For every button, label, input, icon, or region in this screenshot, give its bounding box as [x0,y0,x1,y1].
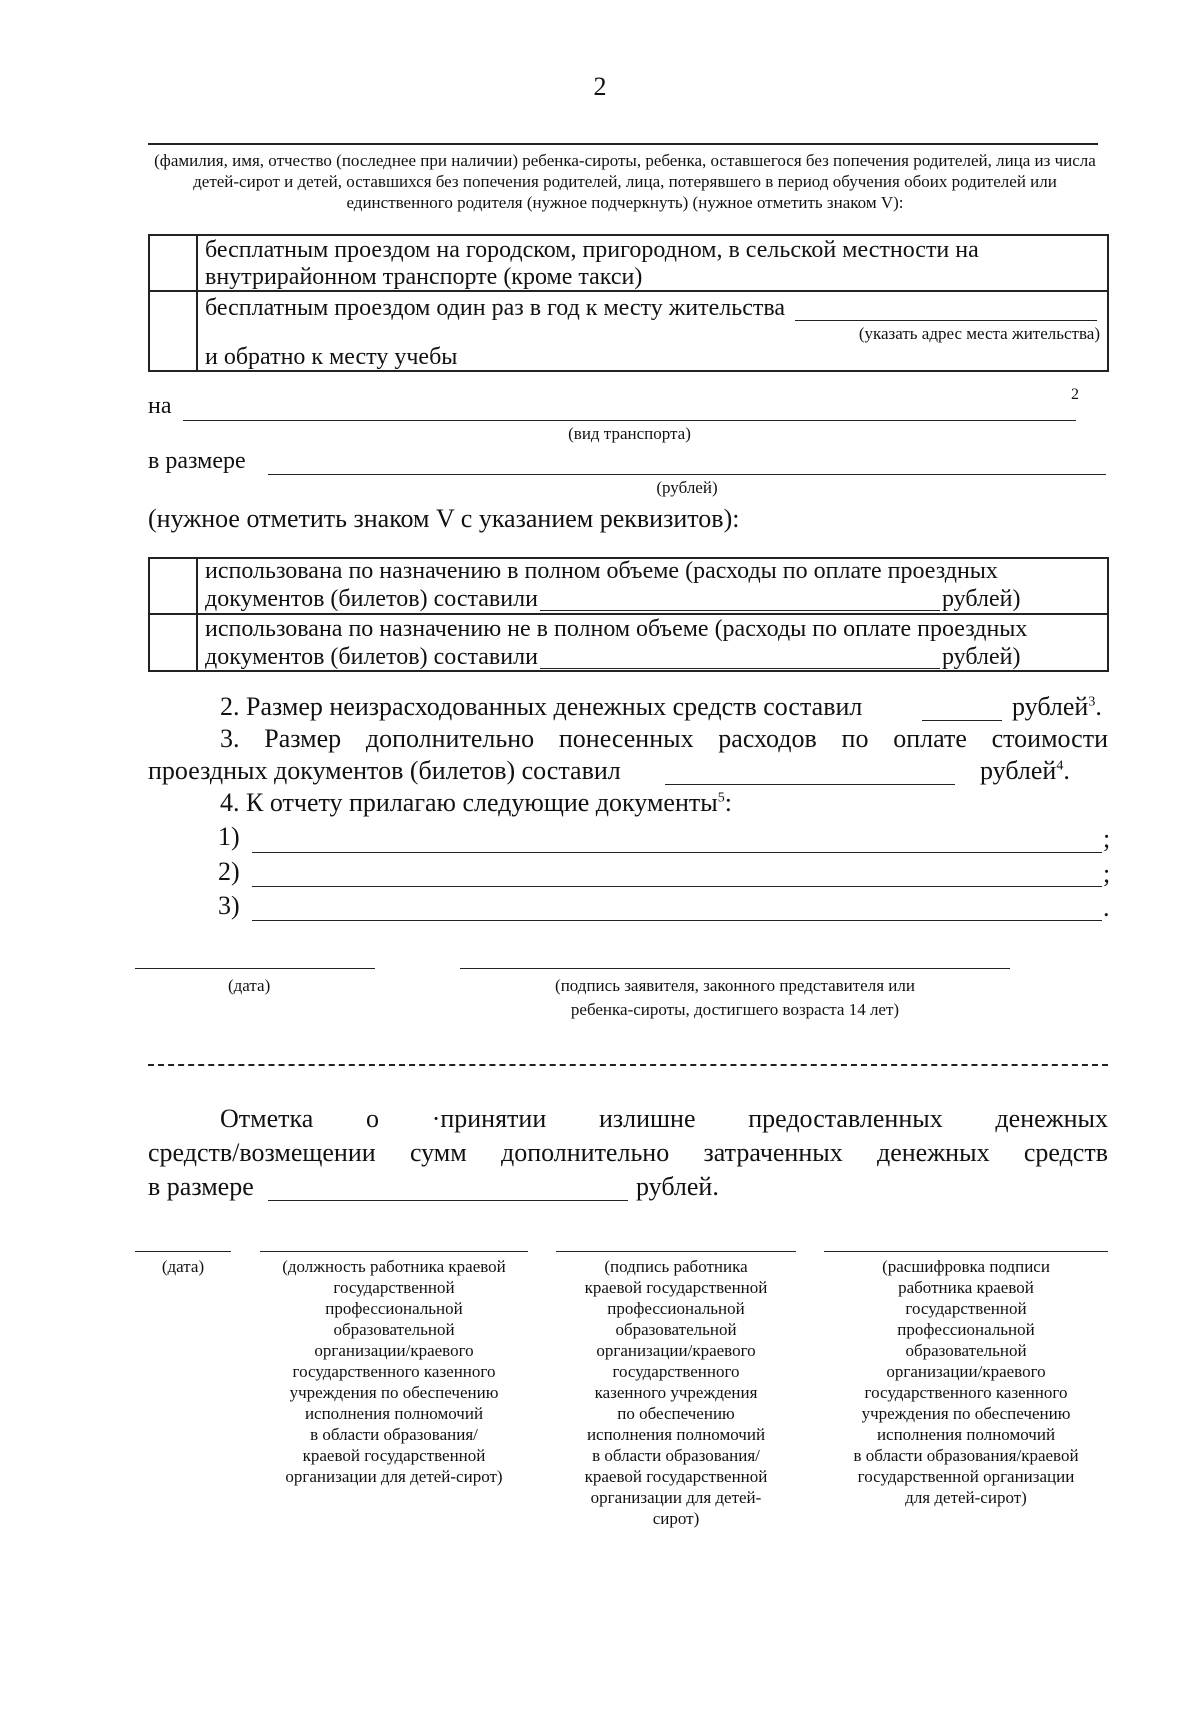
transport-prefix: на [148,393,172,419]
unspent-amount-line[interactable] [922,720,1002,721]
date-caption: (дата) [228,976,271,995]
additional-expenses-line[interactable] [665,784,955,785]
signature-caption-line: образовательной [615,1320,737,1339]
acc1-w2: ·принятии [431,1104,547,1133]
table1-col-divider [196,234,198,372]
decoding-caption-line: государственной организации [857,1467,1075,1486]
child-name-caption: (фамилия, имя, отчество (последнее при наличии) ребенка-сироты, ребенка, оставшегося без попечения родителей, лица из числа детей-сирот и детей, оставшихся без попечения родителей, лица, потерявшего в период обучения обоих родителей или единственного родителя (нужное подчеркнуть) (нужное отметить знаком V): [154,151,1096,212]
doc-num-3: 3) [218,891,240,920]
table1-row1-line1: бесплатным проездом на городском, пригородном, в сельской местности на [205,237,979,263]
bottom-signature-line[interactable] [556,1251,796,1252]
signature-caption-line: краевой государственной [584,1278,768,1297]
item2-text: 2. Размер неизрасходованных денежных средств составил [220,692,863,721]
acc2-w3: затраченных [703,1138,843,1167]
table2-row2-prefix: документов (билетов) составили [205,644,538,670]
position-caption-line: образовательной [333,1320,455,1339]
doc-line-3[interactable] [252,920,1102,921]
table2-row1-prefix: документов (билетов) составили [205,586,538,612]
doc-line-2[interactable] [252,886,1102,887]
position-caption-line: учреждения по обеспечению [289,1383,499,1402]
applicant-signature-line[interactable] [460,968,1010,969]
sign-caption-line1: (подпись заявителя, законного представителя или [555,976,915,995]
signature-caption-line: сирот) [652,1509,700,1528]
item4-wrap [220,788,732,818]
decoding-caption-line: государственного казенного [864,1383,1068,1402]
signature-caption-line: организации для детей- [590,1488,762,1507]
item2-end: . [1095,692,1102,721]
table1-row1-line2: внутрирайонном транспорте (кроме такси) [205,264,643,290]
decoding-caption-line: (расшифровка подписи [882,1257,1050,1276]
decoding-caption-line: образовательной [905,1341,1027,1360]
signature-caption-line: (подпись работника [604,1257,748,1276]
position-caption-line: организации для детей-сирот) [285,1467,503,1486]
position-caption-line: профессиональной [325,1299,463,1318]
mark-instruction: (нужное отметить знаком V с указанием реквизитов): [148,504,740,533]
checkbox-full-usage[interactable] [150,559,194,611]
position-caption-line: (должность работника краевой [282,1257,506,1276]
cut-line-separator [148,1064,1108,1066]
amount-prefix: в размере [148,448,246,474]
position-caption-line: исполнения полномочий [304,1404,484,1423]
table1-row2-line1: бесплатным проездом один раз в год к месту жительства [205,295,786,321]
sign-caption-line2: ребенка-сироты, достигшего возраста 14 лет) [570,1000,900,1019]
table2-row-divider [148,613,1109,615]
acc1-w5: денежных [995,1104,1108,1133]
signature-caption-line: краевой государственной [584,1467,768,1486]
amount-caption: (рублей) [656,478,718,497]
item2-suffix: рублей [1012,692,1089,721]
table2-row1-suffix: рублей) [942,586,1021,612]
acceptance-line1 [220,1104,1108,1134]
item3-suffix: рублей [980,756,1057,785]
decoding-caption-line: профессиональной [897,1320,1035,1339]
doc-num-1: 1) [218,822,240,851]
bottom-decoding-caption [824,1256,1108,1508]
date-line[interactable] [135,968,375,969]
position-caption-line: государственного казенного [292,1362,496,1381]
acc1-w4: предоставленных [748,1104,943,1133]
acc2-w4: денежных [877,1138,990,1167]
signature-caption-line: профессиональной [607,1299,745,1318]
item3-end: . [1063,756,1070,785]
acc2-w0: средств/возмещении [148,1138,376,1167]
decoding-caption-line: исполнения полномочий [876,1425,1056,1444]
signature-caption-line: государственного [612,1362,740,1381]
page-number: 2 [593,72,607,101]
table2-row2-suffix: рублей) [942,644,1021,670]
decoding-caption-line: учреждения по обеспечению [861,1404,1071,1423]
table2-row1-line1: использована по назначению в полном объеме (расходы по оплате проездных [205,558,998,584]
acc2-w1: сумм [409,1138,467,1167]
checkbox-annual-trip[interactable] [150,294,194,370]
transport-type-line[interactable] [183,420,1076,421]
acceptance-amount-prefix: в размере [148,1172,254,1201]
checkbox-city-transport[interactable] [150,236,194,288]
item2-footnote: 3 [1088,694,1096,710]
position-caption-line: в области образования/ [310,1425,478,1444]
item3-line2-prefix: проездных документов (билетов) составил [148,756,621,785]
position-caption-line: организации/краевого [314,1341,474,1360]
decoding-caption-line: работника краевой [898,1278,1034,1297]
acc2-w5: средств [1023,1138,1108,1167]
decoding-caption-line: государственной [905,1299,1027,1318]
item3-line1: 3. Размер дополнительно понесенных расходов по оплате стоимости [220,724,1108,753]
bottom-decoding-line[interactable] [824,1251,1108,1252]
item3-suffix-wrap [980,756,1070,786]
acc1-w0: Отметка [220,1104,314,1133]
partial-usage-amount-line[interactable] [540,668,940,669]
acceptance-line2 [148,1138,1108,1168]
amount-line[interactable] [268,474,1106,475]
item4-footnote: 5 [717,790,725,806]
signature-caption-line: в области образования/ [592,1446,760,1465]
signature-caption-line: казенного учреждения [594,1383,758,1402]
decoding-caption-line: в области образования/краевой [853,1446,1079,1465]
doc-end-3: . [1103,893,1110,922]
bottom-position-line[interactable] [260,1251,528,1252]
bottom-position-caption [260,1256,528,1487]
signature-caption-line: организации/краевого [596,1341,756,1360]
signature-caption-line: исполнения полномочий [586,1425,766,1444]
acc1-w1: о [365,1104,379,1133]
table2-row2-line1: использована по назначению не в полном объеме (расходы по оплате проездных [205,616,1028,642]
signature-caption-line: по обеспечению [617,1404,735,1423]
bottom-signature-caption [556,1256,796,1529]
checkbox-partial-usage[interactable] [150,617,194,670]
doc-end-1: ; [1103,824,1111,853]
position-caption-line: краевой государственной [302,1446,486,1465]
full-usage-amount-line[interactable] [540,610,940,611]
item4-text: 4. К отчету прилагаю следующие документы [220,788,718,817]
decoding-caption-line: организации/краевого [886,1362,1046,1381]
transport-caption: (вид транспорта) [568,424,691,443]
item3-footnote: 4 [1056,758,1064,774]
acceptance-amount-suffix: рублей. [636,1172,719,1201]
bottom-date-caption: (дата) [161,1257,205,1276]
transport-footnote: 2 [1071,386,1079,403]
residence-address-line[interactable] [795,320,1097,321]
acceptance-amount-line[interactable] [268,1200,628,1201]
child-name-line [148,143,1098,145]
table1-row2-line2: и обратно к месту учебы [205,344,458,370]
item2-suffix-wrap [1012,692,1102,722]
item4-end: : [724,788,732,817]
doc-line-1[interactable] [252,852,1102,853]
acc1-w3: излишне [598,1104,696,1133]
acc2-w2: дополнительно [500,1138,670,1167]
bottom-date-line[interactable] [135,1251,231,1252]
doc-end-2: ; [1103,859,1111,888]
doc-num-2: 2) [218,857,240,886]
position-caption-line: государственной [333,1278,455,1297]
decoding-caption-line: для детей-сирот) [905,1488,1027,1507]
residence-address-caption: (указать адрес места жительства) [858,324,1100,343]
